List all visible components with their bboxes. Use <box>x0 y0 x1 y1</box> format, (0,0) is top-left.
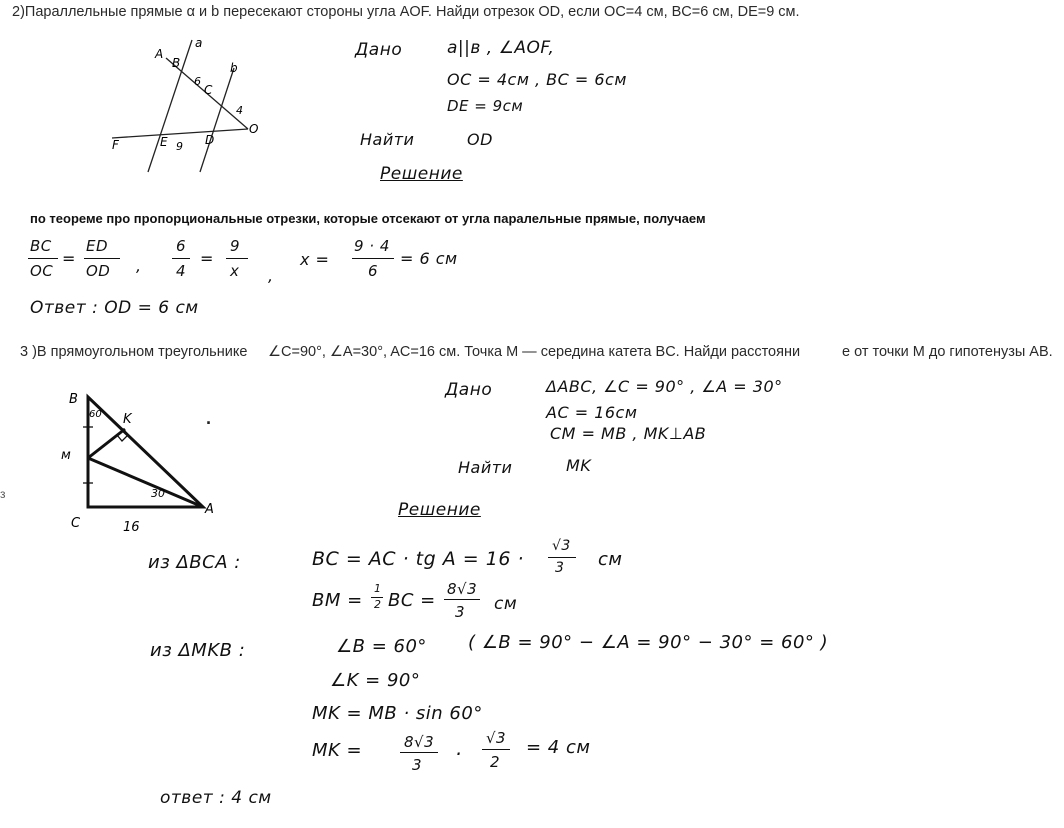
p2-eq2-den: 4 <box>176 262 187 280</box>
label-16: 16 <box>123 520 140 535</box>
p3-step3-eq: ∠B = 60° <box>336 636 427 657</box>
problem-2-figure <box>100 32 270 182</box>
p2-solution-title: Решение <box>380 164 463 184</box>
p3-step2-frac-num: 8√3 <box>447 580 478 598</box>
p2-eq3-x: x = <box>300 250 330 269</box>
label-C: C <box>71 516 81 531</box>
label-9: 9 <box>176 140 183 153</box>
p3-step6-den1: 3 <box>412 756 423 774</box>
p3-step4: ∠K = 90° <box>330 670 421 691</box>
p2-theorem-line: по теореме про пропорциональные отрезки, которые отсекают от угла паралельные прямые, получаем <box>30 211 706 226</box>
p3-given-2: AC = 16см <box>546 403 638 422</box>
label-O: O <box>249 122 259 136</box>
p2-eq1-den: OC <box>30 262 54 280</box>
label-60: 60 <box>89 409 102 420</box>
p2-eq1-num2: ED <box>86 237 109 255</box>
p3-step1-eq: BC = AC · tg A = 16 · <box>312 548 524 570</box>
label-F: F <box>112 138 119 152</box>
p2-given-3: DE = 9см <box>447 97 524 115</box>
p2-answer: Ответ : OD = 6 см <box>30 298 199 318</box>
p3-step6-dot: · <box>455 742 462 766</box>
p3-step2-half-num: 1 <box>374 582 382 595</box>
p2-comma-1: , <box>136 256 142 275</box>
p3-step2-half-den: 2 <box>374 598 382 611</box>
p3-step6-bar2 <box>482 749 510 750</box>
p3-step6-bar1 <box>400 752 438 753</box>
label-a: a <box>195 36 203 50</box>
p3-step6-num1: 8√3 <box>404 733 435 751</box>
label-C: C <box>204 83 213 97</box>
p2-eq3-den: 6 <box>368 262 379 280</box>
p3-given-1: ΔABC, ∠C = 90° , ∠A = 30° <box>546 377 783 396</box>
p3-step1-unit: см <box>598 549 623 570</box>
p2-find-title: Найти <box>360 130 415 149</box>
label-30: 30 <box>151 487 165 500</box>
stray-edge-mark: з <box>0 487 6 501</box>
p3-answer: ответ : 4 см <box>160 788 272 808</box>
label-B: B <box>172 56 181 70</box>
p3-step6-lhs: MK = <box>312 740 363 761</box>
p2-comma-2: , <box>268 266 274 285</box>
p3-step1-frac-den: 3 <box>555 560 565 576</box>
p2-eq2-eq: = <box>200 249 214 268</box>
problem-3-statement-b: ∠C=90°, ∠A=30°, AC=16 см. Точка M — середина катета BC. Найди расстояни <box>268 344 801 360</box>
problem-3-statement-c: е от точки M до гипотенузы AB. <box>842 344 1053 360</box>
p3-step5: MK = MB · sin 60° <box>312 703 483 724</box>
p3-step2-lhs: BM = <box>312 590 363 611</box>
p3-step6-den2: 2 <box>490 753 501 771</box>
p2-eq2-bar2 <box>226 258 248 259</box>
p2-given-title: Дано <box>355 40 403 60</box>
p3-step2-frac-den: 3 <box>455 603 466 621</box>
p3-step3-label: из ΔMKB : <box>150 640 246 661</box>
p2-eq3-num: 9 · 4 <box>354 237 390 255</box>
problem-3-statement-a: 3 )В прямоугольном треугольнике <box>20 344 248 360</box>
problem-3-figure <box>55 385 230 535</box>
p2-eq2-bar <box>172 258 190 259</box>
label-K: K <box>123 412 132 427</box>
stray-dot: · <box>206 413 212 433</box>
p2-eq2-num: 6 <box>176 237 187 255</box>
p3-step6-num2: √3 <box>486 729 507 747</box>
p3-solution-title: Решение <box>398 500 481 520</box>
p3-step2-unit: см <box>494 594 518 614</box>
p3-step1-frac-bar <box>548 557 576 558</box>
p2-eq1-bar2 <box>84 258 120 259</box>
p3-find-value: MK <box>566 456 592 475</box>
p2-eq1-bar <box>28 258 58 259</box>
p3-step1-frac-num: √3 <box>552 538 571 554</box>
label-D: D <box>205 133 215 147</box>
p2-eq3-res: = 6 см <box>400 249 458 268</box>
p3-given-3: CM = MB , MK⊥AB <box>550 424 707 443</box>
problem-2-statement: 2)Параллельные прямые α и b пересекают стороны угла AOF. Найди отрезок OD, если OC=4 см, BC=6 см, DE=9 см. <box>12 4 800 20</box>
p2-eq2-num2: 9 <box>230 237 241 255</box>
p2-given-1: a||в , ∠AOF, <box>447 38 555 58</box>
label-6: 6 <box>194 75 201 88</box>
label-B: B <box>69 392 78 407</box>
label-b: b <box>230 61 238 75</box>
p2-eq1-den2: OD <box>86 262 111 280</box>
p2-eq2-den2: x <box>230 262 240 280</box>
label-A: A <box>205 502 214 517</box>
label-A: A <box>155 47 164 61</box>
label-4: 4 <box>236 104 243 117</box>
label-M: м <box>61 448 71 463</box>
p3-step1-label: из ΔBCA : <box>148 552 241 573</box>
p2-eq3-bar <box>352 258 394 259</box>
p3-step2-frac-bar <box>444 599 480 600</box>
p2-given-2: OC = 4см , BC = 6см <box>447 70 627 89</box>
p2-eq1-eq: = <box>62 249 76 268</box>
p3-step6-res: = 4 см <box>526 737 591 758</box>
p3-step3-paren: ( ∠B = 90° − ∠A = 90° − 30° = 60° ) <box>468 632 829 653</box>
p3-step2-mid: BC = <box>388 590 436 611</box>
p3-given-title: Дано <box>445 380 493 400</box>
p2-find-value: OD <box>467 130 493 149</box>
label-E: E <box>160 135 168 149</box>
p2-eq1-num: BC <box>30 237 52 255</box>
p3-find-title: Найти <box>458 458 513 477</box>
